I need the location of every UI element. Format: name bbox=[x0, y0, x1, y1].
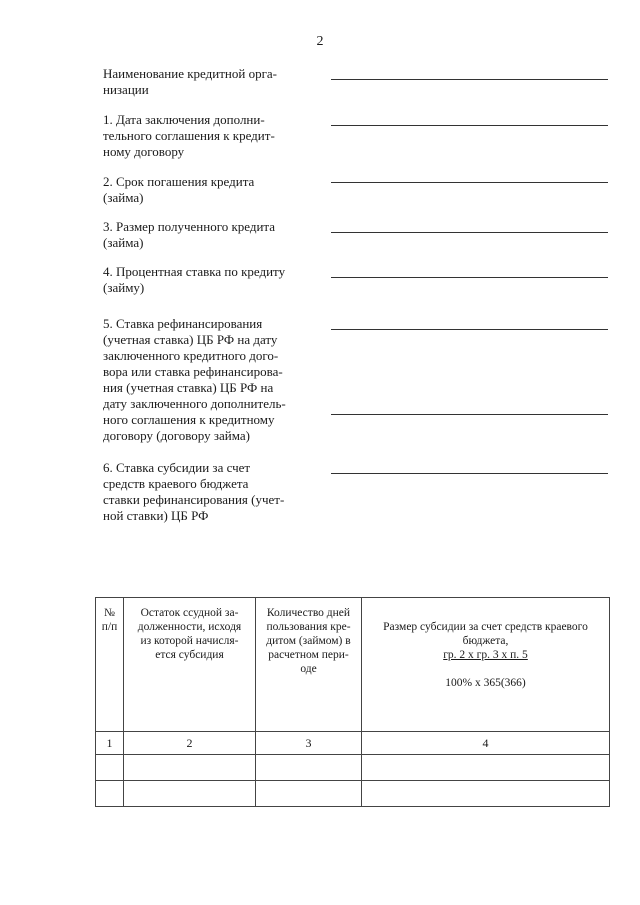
field-label: 4. Процентная ставка по кредиту (займу) bbox=[103, 264, 286, 295]
table-cell[interactable] bbox=[124, 755, 256, 781]
column-number-1: 1 bbox=[96, 732, 124, 755]
field-refinancing-rate bbox=[103, 316, 319, 444]
formula-denominator: 100% х 365(366) bbox=[445, 677, 526, 689]
field-label: 6. Ставка субсидии за счет средств краевого бюджета ставки рефинансирования (учет- ной ставки) ЦБ РФ bbox=[103, 460, 285, 523]
table-header-row bbox=[96, 598, 610, 732]
formula-numerator: гр. 2 х гр. 3 х п. 5 bbox=[443, 649, 528, 661]
column-number-4: 4 bbox=[362, 732, 610, 755]
fill-line-refinancing-rate-1[interactable] bbox=[331, 329, 608, 330]
table-cell[interactable] bbox=[96, 755, 124, 781]
field-label: 5. Ставка рефинансирования (учетная ставка) ЦБ РФ на дату заключенного кредитного дого- вора или ставка рефинансирова- ния (учетная ставка) ЦБ РФ на дату заключенного дополнитель- ного соглашения к кредитному договору (договору займа) bbox=[103, 316, 286, 443]
table-cell[interactable] bbox=[362, 755, 610, 781]
table-row bbox=[96, 755, 610, 781]
column-number-2: 2 bbox=[124, 732, 256, 755]
field-agreement-date bbox=[103, 112, 319, 160]
fill-line-agreement-date[interactable] bbox=[331, 125, 608, 126]
field-label: 2. Срок погашения кредита (займа) bbox=[103, 174, 255, 205]
fill-line-credit-organization[interactable] bbox=[331, 79, 608, 80]
table-column-numbers-row bbox=[96, 732, 610, 755]
header-debt-balance: Остаток ссудной за- долженности, исходя из которой начисля- ется субсидия bbox=[124, 598, 256, 732]
table-cell[interactable] bbox=[362, 781, 610, 807]
header-subsidy-amount bbox=[362, 598, 610, 732]
header-days-count: Количество дней пользования кре- дитом (займом) в расчетном пери- оде bbox=[256, 598, 362, 732]
field-credit-amount bbox=[103, 219, 319, 251]
field-label: 1. Дата заключения дополни- тельного соглашения к кредит- ному договору bbox=[103, 112, 275, 159]
fill-line-subsidy-rate[interactable] bbox=[331, 473, 608, 474]
fill-line-repayment-term[interactable] bbox=[331, 182, 608, 183]
fill-line-interest-rate[interactable] bbox=[331, 277, 608, 278]
column-number-3: 3 bbox=[256, 732, 362, 755]
field-credit-organization bbox=[103, 66, 319, 98]
header-subsidy-title: Размер субсидии за счет средств краевого бюджета, bbox=[383, 621, 588, 647]
fill-line-refinancing-rate-2[interactable] bbox=[331, 414, 608, 415]
table-cell[interactable] bbox=[96, 781, 124, 807]
page-number: 2 bbox=[316, 34, 324, 49]
header-number: № п/п bbox=[96, 598, 124, 732]
table-row bbox=[96, 781, 610, 807]
table-cell[interactable] bbox=[256, 781, 362, 807]
field-interest-rate bbox=[103, 264, 319, 296]
field-label: Наименование кредитной орга- низации bbox=[103, 66, 278, 97]
field-repayment-term bbox=[103, 174, 319, 206]
field-label: 3. Размер полученного кредита (займа) bbox=[103, 219, 276, 250]
fill-line-credit-amount[interactable] bbox=[331, 232, 608, 233]
field-subsidy-rate bbox=[103, 460, 319, 524]
table-cell[interactable] bbox=[124, 781, 256, 807]
subsidy-table bbox=[95, 597, 610, 807]
table-cell[interactable] bbox=[256, 755, 362, 781]
